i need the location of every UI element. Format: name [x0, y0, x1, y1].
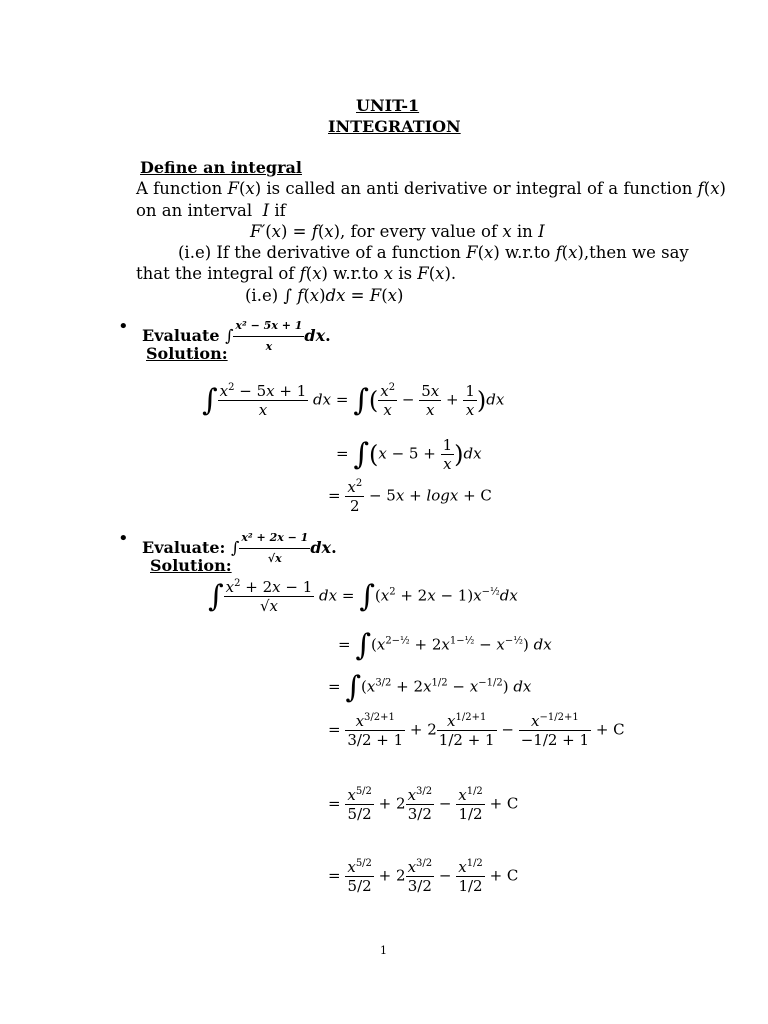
p2-step-5: = $\frac{x^{5/2}}{5/2}$ + 2 $\frac{x^{3/2}}{3/2}$ − $\frac{x^{1/2}}{1/2}$ + C: [328, 786, 519, 823]
p1-step-2: = ∫(x − 5 + $\frac{1}{x}$ )dx: [336, 436, 482, 473]
topic-title: INTEGRATION: [328, 117, 461, 136]
bullet-icon-2: •: [118, 528, 129, 549]
problem-2-statement: Evaluate: ∫ $\frac{\text{x² + 2x − 1}}{√x}$ dx.: [142, 528, 337, 569]
solution-heading-1: Solution:: [146, 344, 228, 363]
definition-line-6: (i.e) ∫ f(x)dx = F(x): [245, 286, 404, 305]
unit-title: UNIT-1: [356, 96, 420, 115]
p2-step-6: = $\frac{x^{5/2}}{5/2}$ + 2 $\frac{x^{3/2}}{3/2}$ − $\frac{x^{1/2}}{1/2}$ + C: [328, 858, 519, 895]
p2-step-3: = $\int(x^{3/2} + 2x^{1/2} - x^{-1/2})$ dx: [328, 670, 532, 705]
p2-step-2: = $\int(x^{2-\frac{1}{2}} + 2x^{1-\frac{1}{2}} - x^{-\frac{1}{2}})$ dx: [338, 628, 552, 663]
p2-step-4: = $\frac{x^{3/2+1}}{3/2 + 1}$ + 2 $\frac{x^{1/2+1}}{1/2 + 1}$ − $\frac{x^{-1/2+1}}{-1/2 + 1}$ + C: [328, 712, 625, 749]
bullet-icon: •: [118, 316, 129, 337]
problem-1-statement: Evaluate ∫ $\frac{\text{x² − 5x + 1}}{x}$ dx.: [142, 316, 331, 357]
solution-heading-2: Solution:: [150, 556, 232, 575]
definition-line-3: F′(x) = f(x), for every value of x in I: [250, 222, 545, 241]
p2-step-1: ∫ $\frac{x^2 + 2x - 1}{√x}$ dx = $\int(x^2 + 2x - 1)x^{-\frac{1}{2}}dx$: [208, 578, 518, 615]
definition-line-2: on an interval I if: [136, 201, 286, 220]
definition-line-4: (i.e) If the derivative of a function F(x) w.r.to f(x),then we say: [178, 243, 689, 262]
definition-line-1: A function F(x) is called an anti derivative or integral of a function f(x): [136, 179, 726, 198]
page-number: 1: [380, 944, 387, 957]
p1-step-3: = $\frac{x^2}{2}$ − 5x + logx + C: [328, 478, 492, 515]
p1-step-1: ∫ $\frac{x^2 - 5x + 1}{x}$ dx = ∫( $\frac{x^2}{x}$ − $\frac{5x}{x}$ + $\frac{1}{x}$ )dx: [202, 382, 505, 419]
section-heading: Define an integral: [140, 158, 302, 177]
definition-line-5: that the integral of f(x) w.r.to x is F(x).: [136, 264, 457, 283]
